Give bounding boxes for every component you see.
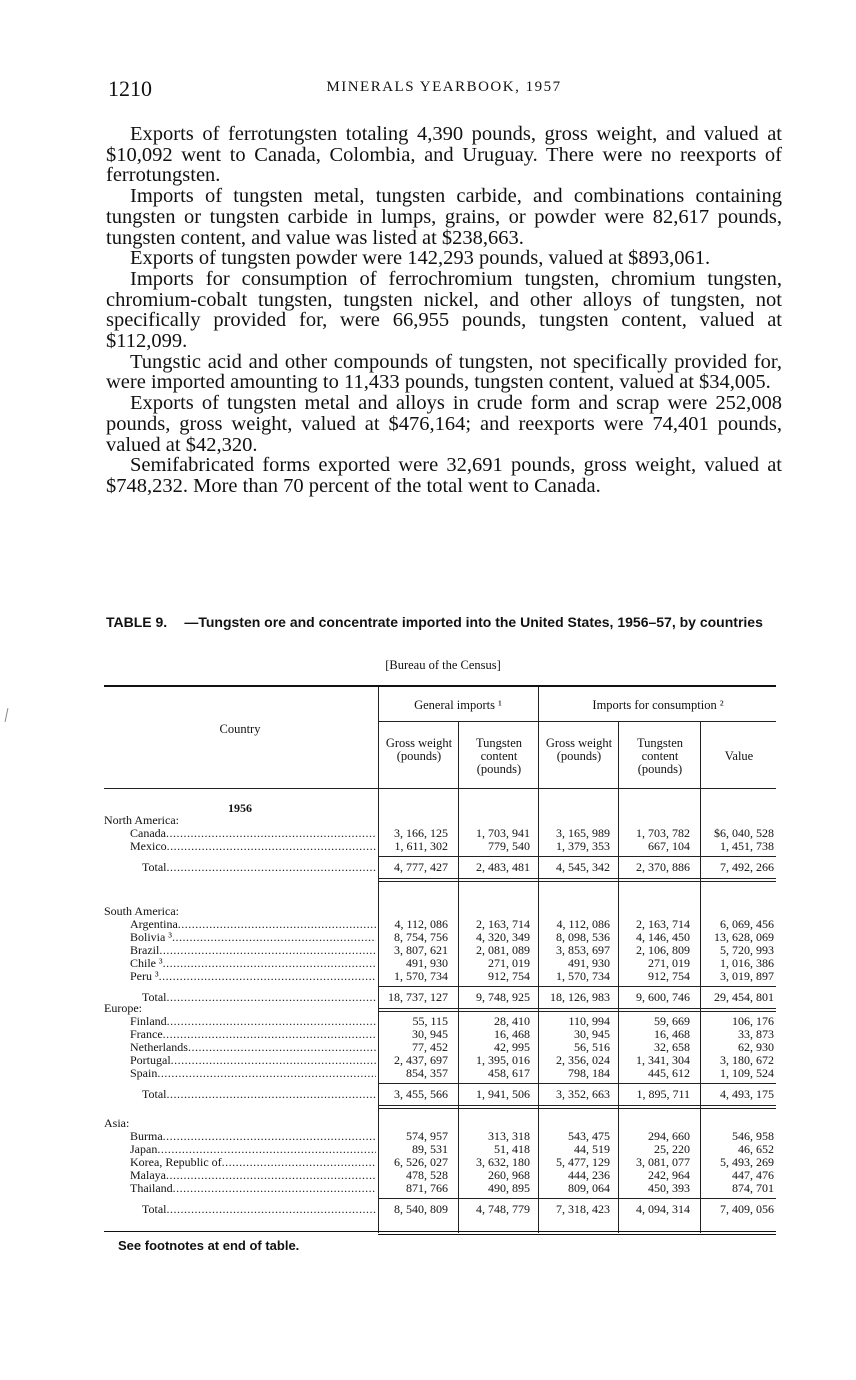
total-value: 18, 126, 983	[550, 990, 610, 1004]
cell-value: 8, 098, 536	[556, 930, 610, 944]
cell-value: 445, 612	[648, 1066, 690, 1080]
country-name: Japan	[130, 1143, 158, 1156]
cell-value: 6, 526, 027	[394, 1155, 448, 1169]
total-value: 4, 545, 342	[556, 860, 610, 874]
country-name: Netherlands	[130, 1041, 188, 1054]
cell-value: 3, 081, 077	[636, 1155, 690, 1169]
cell-value: 2, 106, 809	[636, 943, 690, 957]
total-value: 1, 895, 711	[636, 1087, 690, 1101]
table-bottom-rule	[378, 1234, 776, 1235]
total-double-rule	[378, 878, 776, 879]
total-value: 4, 094, 314	[636, 1202, 690, 1216]
country-name: Korea, Republic of	[130, 1156, 222, 1169]
cell-value: 16, 468	[494, 1027, 530, 1041]
total-double-rule	[378, 881, 776, 882]
table-bottom-rule	[104, 1231, 776, 1232]
cell-value: 77, 452	[412, 1040, 448, 1054]
table-row	[104, 840, 776, 853]
general-imports-header: General imports ¹	[414, 698, 502, 712]
page-header	[108, 76, 780, 106]
table-title	[106, 614, 780, 631]
cell-value: 3, 165, 989	[556, 826, 610, 840]
cell-value: 1, 451, 738	[720, 839, 774, 853]
cell-value: 30, 945	[412, 1027, 448, 1041]
country-header: Country	[219, 722, 261, 736]
region-label: Asia:	[104, 1117, 130, 1130]
country-name: Canada	[130, 827, 166, 840]
total-value: 2, 370, 886	[636, 860, 690, 874]
region-label: Europe:	[104, 1002, 142, 1015]
country-name: France	[130, 1028, 163, 1041]
cell-value: 1, 379, 353	[556, 839, 610, 853]
cell-value: 294, 660	[648, 1129, 690, 1143]
total-rule	[378, 1083, 776, 1084]
cell-value: 5, 720, 993	[720, 943, 774, 957]
cell-value: 5, 493, 269	[720, 1155, 774, 1169]
country-name: Thailand	[130, 1182, 173, 1195]
cell-value: 3, 166, 125	[394, 826, 448, 840]
cell-value: 574, 957	[406, 1129, 448, 1143]
paragraph: Semifabricated forms exported were 32,691 pounds, gross weight, valued at $748,232. More than 70 percent of the total went to Canada.	[106, 454, 782, 497]
total-value: 29, 454, 801	[714, 990, 774, 1004]
cell-value: 458, 617	[488, 1066, 530, 1080]
cell-value: 874, 701	[732, 1181, 774, 1195]
cell-value: 271, 019	[488, 956, 530, 970]
country-name: Burma	[130, 1130, 163, 1143]
table-caption: —Tungsten ore and concentrate imported into the United States, 1956–57, by countries	[184, 614, 763, 630]
cell-value: 1, 703, 782	[636, 826, 690, 840]
cell-value: 242, 964	[648, 1168, 690, 1182]
total-rule	[378, 986, 776, 987]
cell-value: 491, 930	[568, 956, 610, 970]
total-value: 3, 455, 566	[394, 1087, 448, 1101]
cell-value: 1, 109, 524	[720, 1066, 774, 1080]
cell-value: 491, 930	[406, 956, 448, 970]
paragraph: Imports for consumption of ferrochromium tungsten, chromium tungsten, chromium-cobalt tungsten, tungsten nickel, and other alloys of tungsten, not specifically provided for, were 66,955 pounds, tungsten content, valued at $112,099.	[106, 267, 782, 353]
total-row	[104, 861, 776, 874]
cell-value: 1, 570, 734	[394, 969, 448, 983]
total-value: 7, 492, 266	[720, 860, 774, 874]
cell-value: 809, 064	[568, 1181, 610, 1195]
total-value: 7, 318, 423	[556, 1202, 610, 1216]
country-name: Brazil	[130, 944, 160, 957]
country-name: Mexico	[130, 840, 167, 853]
cell-value: 46, 652	[738, 1142, 774, 1156]
total-row	[104, 1088, 776, 1101]
paragraph: Exports of tungsten metal and alloys in crude form and scrap were 252,008 pounds, gross weight, valued at $476,164; and reexports were 74,401 pounds, valued at $42,320.	[106, 392, 782, 456]
cell-value: 313, 318	[488, 1129, 530, 1143]
imports-consumption-header: Imports for consumption ²	[592, 698, 724, 712]
total-label: Total	[142, 991, 167, 1004]
total-value: 4, 493, 175	[720, 1087, 774, 1101]
paragraph: Exports of ferrotungsten totaling 4,390 pounds, gross weight, and valued at $10,092 went to Canada, Colombia, and Uruguay. There were no reexports of ferrotungsten.	[106, 123, 782, 187]
total-value: 8, 540, 809	[394, 1202, 448, 1216]
gross-weight-header: Gross weight (pounds)	[545, 736, 613, 763]
cell-value: 798, 184	[568, 1066, 610, 1080]
cell-value: 55, 115	[412, 1014, 448, 1028]
total-double-rule	[378, 1108, 776, 1109]
region-label: South America:	[104, 905, 179, 918]
total-value: 18, 737, 127	[388, 990, 448, 1004]
cell-value: 110, 994	[568, 1014, 610, 1028]
cell-value: 16, 468	[654, 1027, 690, 1041]
cell-value: 44, 519	[574, 1142, 610, 1156]
cell-value: 8, 754, 756	[394, 930, 448, 944]
cell-value: 271, 019	[648, 956, 690, 970]
table-footnote: See footnotes at end of table.	[118, 1238, 300, 1253]
cell-value: 871, 766	[406, 1181, 448, 1195]
country-name: Argentina	[130, 918, 178, 931]
total-value: 4, 777, 427	[394, 860, 448, 874]
country-name: Peru ³	[130, 970, 159, 983]
tungsten-content-header: Tungsten content (pounds)	[636, 736, 684, 776]
cell-value: $6, 040, 528	[714, 826, 774, 840]
cell-value: 28, 410	[494, 1014, 530, 1028]
paragraph: Imports of tungsten metal, tungsten carbide, and combinations containing tungsten or tungsten carbide in lumps, grains, or powder were 82,617 pounds, tungsten content, and value was listed at $238,663.	[106, 185, 782, 249]
table-row	[104, 1067, 776, 1080]
total-value: 3, 352, 663	[556, 1087, 610, 1101]
total-value: 7, 409, 056	[720, 1202, 774, 1216]
cell-value: 2, 163, 714	[636, 917, 690, 931]
header-rule	[378, 721, 776, 722]
country-name: Portugal	[130, 1054, 171, 1067]
cell-value: 912, 754	[648, 969, 690, 983]
total-row	[104, 1203, 776, 1216]
margin-mark	[5, 708, 9, 722]
cell-value: 25, 220	[654, 1142, 690, 1156]
cell-value: 444, 236	[568, 1168, 610, 1182]
cell-value: 4, 112, 086	[394, 917, 448, 931]
table-row	[104, 970, 776, 983]
cell-value: 59, 669	[654, 1014, 690, 1028]
total-value: 9, 600, 746	[636, 990, 690, 1004]
cell-value: 3, 853, 697	[556, 943, 610, 957]
total-value: 4, 748, 779	[476, 1202, 530, 1216]
cell-value: 546, 958	[732, 1129, 774, 1143]
table-number: TABLE 9.	[106, 614, 168, 630]
cell-value: 2, 163, 714	[476, 917, 530, 931]
country-name: Spain	[130, 1067, 158, 1080]
cell-value: 478, 528	[406, 1168, 448, 1182]
cell-value: 3, 019, 897	[720, 969, 774, 983]
table-top-rule	[104, 685, 776, 687]
cell-value: 3, 180, 672	[720, 1053, 774, 1067]
cell-value: 89, 531	[412, 1142, 448, 1156]
cell-value: 1, 611, 302	[394, 839, 448, 853]
cell-value: 854, 357	[406, 1066, 448, 1080]
region-label: North America:	[104, 814, 179, 827]
cell-value: 260, 968	[488, 1168, 530, 1182]
cell-value: 2, 356, 024	[556, 1053, 610, 1067]
total-label: Total	[142, 1203, 167, 1216]
cell-value: 4, 112, 086	[556, 917, 610, 931]
paragraph: Exports of tungsten powder were 142,293 pounds, valued at $893,061.	[130, 247, 711, 270]
cell-value: 106, 176	[732, 1014, 774, 1028]
cell-value: 1, 016, 386	[720, 956, 774, 970]
cell-value: 51, 418	[494, 1142, 530, 1156]
value-header: Value	[724, 749, 754, 763]
cell-value: 56, 516	[574, 1040, 610, 1054]
page-number: 1210	[108, 76, 152, 101]
total-label: Total	[142, 861, 167, 874]
cell-value: 6, 069, 456	[720, 917, 774, 931]
cell-value: 4, 320, 349	[476, 930, 530, 944]
country-name: Bolivia ³	[130, 931, 172, 944]
table-row	[104, 1182, 776, 1195]
header-bottom-rule	[104, 788, 776, 789]
year-label: 1956	[228, 801, 252, 815]
total-label: Total	[142, 1088, 167, 1101]
total-rule	[378, 1198, 776, 1199]
total-double-rule	[378, 1105, 776, 1106]
cell-value: 30, 945	[574, 1027, 610, 1041]
cell-value: 2, 081, 089	[476, 943, 530, 957]
paragraph: Tungstic acid and other compounds of tungsten, not specifically provided for, were imported amounting to 11,433 pounds, tungsten content, valued at $34,005.	[106, 350, 782, 394]
country-name: Malaya	[130, 1169, 166, 1182]
cell-value: 33, 873	[738, 1027, 774, 1041]
cell-value: 1, 570, 734	[556, 969, 610, 983]
table-source: [Bureau of the Census]	[385, 658, 501, 672]
cell-value: 42, 995	[494, 1040, 530, 1054]
cell-value: 1, 703, 941	[476, 826, 530, 840]
country-name: Chile ³	[130, 957, 163, 970]
cell-value: 450, 393	[648, 1181, 690, 1195]
cell-value: 447, 476	[732, 1168, 774, 1182]
cell-value: 490, 895	[488, 1181, 530, 1195]
cell-value: 4, 146, 450	[636, 930, 690, 944]
cell-value: 5, 477, 129	[556, 1155, 610, 1169]
body-text	[106, 124, 782, 497]
cell-value: 1, 341, 304	[636, 1053, 690, 1067]
gross-weight-header: Gross weight (pounds)	[385, 736, 453, 763]
running-title: MINERALS YEARBOOK, 1957	[326, 79, 562, 95]
total-rule	[378, 856, 776, 857]
cell-value: 32, 658	[654, 1040, 690, 1054]
country-name: Finland	[130, 1015, 167, 1028]
cell-value: 3, 807, 621	[394, 943, 448, 957]
cell-value: 912, 754	[488, 969, 530, 983]
cell-value: 2, 437, 697	[394, 1053, 448, 1067]
total-value: 9, 748, 925	[476, 990, 530, 1004]
cell-value: 13, 628, 069	[714, 930, 774, 944]
cell-value: 3, 632, 180	[476, 1155, 530, 1169]
total-value: 2, 483, 481	[476, 860, 530, 874]
cell-value: 62, 930	[738, 1040, 774, 1054]
cell-value: 543, 475	[568, 1129, 610, 1143]
cell-value: 667, 104	[648, 839, 690, 853]
tungsten-content-header: Tungsten content (pounds)	[475, 736, 523, 776]
total-value: 1, 941, 506	[476, 1087, 530, 1101]
cell-value: 1, 395, 016	[476, 1053, 530, 1067]
cell-value: 779, 540	[488, 839, 530, 853]
